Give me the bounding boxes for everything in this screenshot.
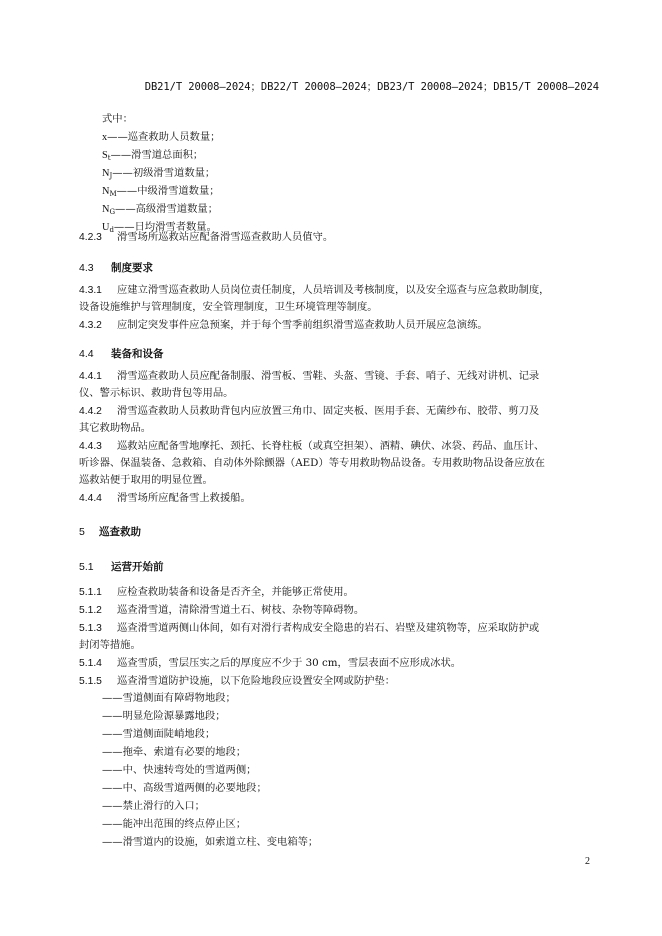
clause-number: 4.4.4 [79,493,102,504]
list-item: ——中、高级雪道两侧的必要地段； [102,782,267,794]
clause-text: 巡查滑雪道，清除滑雪道土石、树枝、杂物等障碍物。 [117,604,365,616]
variable-description: ——中级滑雪道数量； [116,185,220,197]
clause-text: 巡救站应配备雪地摩托、颈托、长脊柱板（或真空担架）、酒精、碘伏、冰袋、药品、血压计、 [117,440,545,452]
page-number: 2 [585,856,590,867]
clause-5-1-1 [79,585,354,600]
clause-number: 5.1.4 [79,658,102,669]
clause-number: 5.1.2 [79,605,102,616]
clause-text: 巡查雪质，雪层压实之后的厚度应不少于 30 cm，雪层表面不应形成冰状。 [117,657,462,669]
list-item: ——中、快速转弯处的雪道两侧； [102,764,257,776]
section-number: 5.1 [79,561,94,573]
clause-4-4-2-line-1 [79,404,539,419]
section-heading-5-1 [79,560,164,574]
clause-4-4-3-line-2: 听诊器、保温装备、急救箱、自动体外除颤器（AED）等专用救助物品设备。专用救助物品设备应放在 [79,457,545,469]
section-title: 制度要求 [111,262,153,274]
clause-4-4-3-line-1 [79,439,544,454]
clause-5-1-5 [79,674,395,689]
formula-definition-item [102,148,203,165]
variable-description: ——日均滑雪者数量。 [113,221,217,233]
formula-definition-item [102,130,220,145]
formula-definition-item [102,166,215,183]
variable-symbol: x [102,132,108,143]
page-header-standard-codes: DB21/T 20008—2024；DB22/T 20008—2024；DB23/T 20008—2024；DB15/T 20008—2024 [144,81,599,93]
clause-5-1-4 [79,656,461,671]
clause-4-4-4 [79,491,251,506]
formula-definition-item [102,184,220,201]
clause-number: 5.1.1 [79,587,102,598]
clause-4-4-1-line-2: 仪、警示标识、救助背包等用品。 [79,387,234,399]
clause-4-4-3-line-3: 巡救站便于取用的明显位置。 [79,474,213,486]
clause-text: 应建立滑雪巡查救助人员岗位责任制度，人员培训及考核制度，以及安全巡查与应急救助制度， [117,284,550,296]
variable-symbol: U [102,222,110,233]
variable-description: ——巡查救助人员数量； [107,131,221,143]
clause-number: 4.4.3 [79,441,102,452]
variable-subscript: M [109,190,117,198]
clause-4-3-2 [79,318,488,333]
variable-subscript: J [109,172,113,180]
variable-description: ——高级滑雪道数量； [115,203,218,215]
clause-text: 巡查滑雪道两侧山体间，如有对滑行者构成安全隐患的岩石、岩壁及建筑物等，应采取防护或 [117,622,540,634]
clause-text: 滑雪巡查救助人员救助背包内应放置三角巾、固定夹板、医用手套、无菌纱布、胶带、剪刀及 [117,405,540,417]
variable-symbol: S [102,150,108,161]
section-number: 4.4 [79,348,94,360]
list-item: ——禁止滑行的入口； [102,800,205,812]
variable-subscript: G [109,208,116,216]
clause-5-1-3-line-1 [79,621,539,636]
variable-subscript: t [107,154,111,162]
clause-4-3-1-line-2: 设备设施维护与管理制度，安全管理制度，卫生环境管理等制度。 [79,301,378,313]
variable-symbol: N [102,168,110,179]
formula-definition-item [102,202,218,219]
list-item: ——雪道侧面陡峭地段； [102,728,216,740]
chapter-number: 5 [79,526,85,538]
section-title: 运营开始前 [111,561,164,573]
clause-4-4-2-line-2: 其它救助物品。 [79,422,152,434]
variable-symbol: N [102,186,110,197]
clause-5-1-3-line-2: 封闭等措施。 [79,639,141,651]
list-item: ——雪道侧面有障碍物地段； [102,692,236,704]
section-number: 4.3 [79,262,94,274]
clause-4-2-3 [79,230,333,245]
clause-4-3-1-line-1 [79,283,549,298]
chapter-title: 巡查救助 [99,526,141,538]
formula-intro: 式中： [102,113,133,125]
clause-text: 滑雪场所巡救站应配备滑雪巡查救助人员值守。 [117,231,334,243]
section-heading-4-3 [79,261,153,275]
clause-text: 应检查救助装备和设备是否齐全，并能够正常使用。 [117,586,354,598]
clause-number: 4.3.2 [79,320,102,331]
clause-number: 4.3.1 [79,285,102,296]
clause-number: 4.2.3 [79,232,102,243]
clause-text: 巡查滑雪道防护设施，以下危险地段应设置安全网或防护垫： [117,675,396,687]
clause-text: 滑雪场所应配备雪上救援船。 [117,492,251,504]
section-title: 装备和设备 [111,348,164,360]
list-item: ——拖牵、索道有必要的地段； [102,746,247,758]
section-heading-4-4 [79,347,164,361]
clause-number: 5.1.3 [79,623,102,634]
variable-subscript: d [109,226,114,234]
chapter-heading-5 [79,525,141,539]
clause-text: 滑雪巡查救助人员应配备制服、滑雪板、雪鞋、头盔、雪镜、手套、哨子、无线对讲机、记录 [117,370,540,382]
variable-description: ——滑雪道总面积； [110,149,204,161]
clause-number: 4.4.2 [79,406,102,417]
clause-number: 4.4.1 [79,371,102,382]
list-item: ——明显危险源暴露地段； [102,710,226,722]
clause-text: 应制定突发事件应急预案，并于每个雪季前组织滑雪巡查救助人员开展应急演练。 [117,319,488,331]
clause-5-1-2 [79,603,364,618]
clause-4-4-1-line-1 [79,369,539,384]
list-item: ——滑雪道内的设施，如索道立柱、变电箱等； [102,836,319,848]
clause-number: 5.1.5 [79,676,102,687]
variable-description: ——初级滑雪道数量； [112,167,216,179]
variable-symbol: N [102,204,110,215]
list-item: ——能冲出范围的终点停止区； [102,818,247,830]
